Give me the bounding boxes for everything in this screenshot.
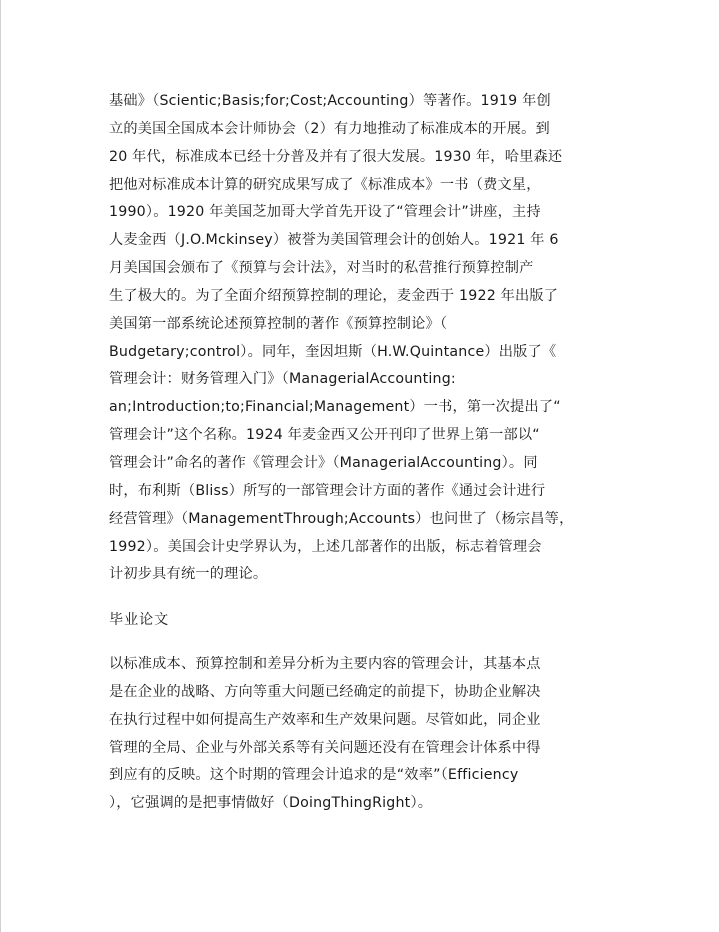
text-line: 人麦金西（J.O.Mckinsey）被誉为美国管理会计的创始人。1921 年 6 xyxy=(109,232,559,249)
text-line: 管理会计”命名的著作《管理会计》（ManagerialAccounting）。同 xyxy=(109,454,538,471)
text-line: 管理会计”这个名称。1924 年麦金西又公开刊印了世界上第一部以“ xyxy=(109,427,540,444)
text-line: 管理的全局、企业与外部关系等有关问题还没有在管理会计体系中得 xyxy=(109,739,541,756)
text-line: 20 年代，标准成本已经十分普及并有了很大发展。1930 年，哈里森还 xyxy=(109,148,563,165)
text-line: 月美国国会颁布了《预算与会计法》，对当时的私营推行预算控制产 xyxy=(109,260,534,277)
paragraph-efficiency xyxy=(109,651,631,818)
document-body xyxy=(109,88,631,818)
text-line: ），它强调的是把事情做好（DoingThingRight）。 xyxy=(109,795,433,812)
paragraph-history xyxy=(109,88,631,589)
text-line: an;Introduction;to;Financial;Management）一书，第一次提出了“ xyxy=(109,399,561,416)
text-line: 是在企业的战略、方向等重大问题已经确定的前提下，协助企业解决 xyxy=(109,683,541,700)
text-line: 时，布利斯（Bliss）所写的一部管理会计方面的著作《通过会计进行 xyxy=(109,482,546,499)
text-line: Budgetary;control）。同年，奎因坦斯（H.W.Quintance）出版了《 xyxy=(109,343,557,360)
text-line: 以标准成本、预算控制和差异分析为主要内容的管理会计，其基本点 xyxy=(109,656,541,673)
text-line: 生了极大的。为了全面介绍预算控制的理论，麦金西于 1922 年出版了 xyxy=(109,287,559,304)
text-line: 管理会计：财务管理入门》（ManagerialAccounting: xyxy=(109,371,456,388)
text-line: 把他对标准成本计算的研究成果写成了《标准成本》一书（费文星， xyxy=(109,176,541,193)
text-line: 基础》（Scientic;Basis;for;Cost;Accounting）等著作。1919 年创 xyxy=(109,93,551,109)
text-line: 1990）。1920 年美国芝加哥大学首先开设了“管理会计”讲座，主持 xyxy=(109,204,541,221)
text-line: 立的美国全国成本会计师协会（2）有力地推动了标准成本的开展。到 xyxy=(109,120,550,137)
text-line: 到应有的反映。这个时期的管理会计追求的是“效率”（Efficiency xyxy=(109,767,519,784)
text-line: 经营管理》（ManagementThrough;Accounts）也问世了（杨宗昌等， xyxy=(109,510,574,527)
section-heading: 毕业论文 xyxy=(109,612,169,629)
text-line: 美国第一部系统论述预算控制的著作《预算控制论》（ xyxy=(109,315,448,332)
text-line: 在执行过程中如何提高生产效率和生产效果问题。尽管如此，同企业 xyxy=(109,711,541,728)
text-line: 计初步具有统一的理论。 xyxy=(109,566,268,583)
text-line: 1992）。美国会计史学界认为，上述几部著作的出版，标志着管理会 xyxy=(109,538,542,555)
